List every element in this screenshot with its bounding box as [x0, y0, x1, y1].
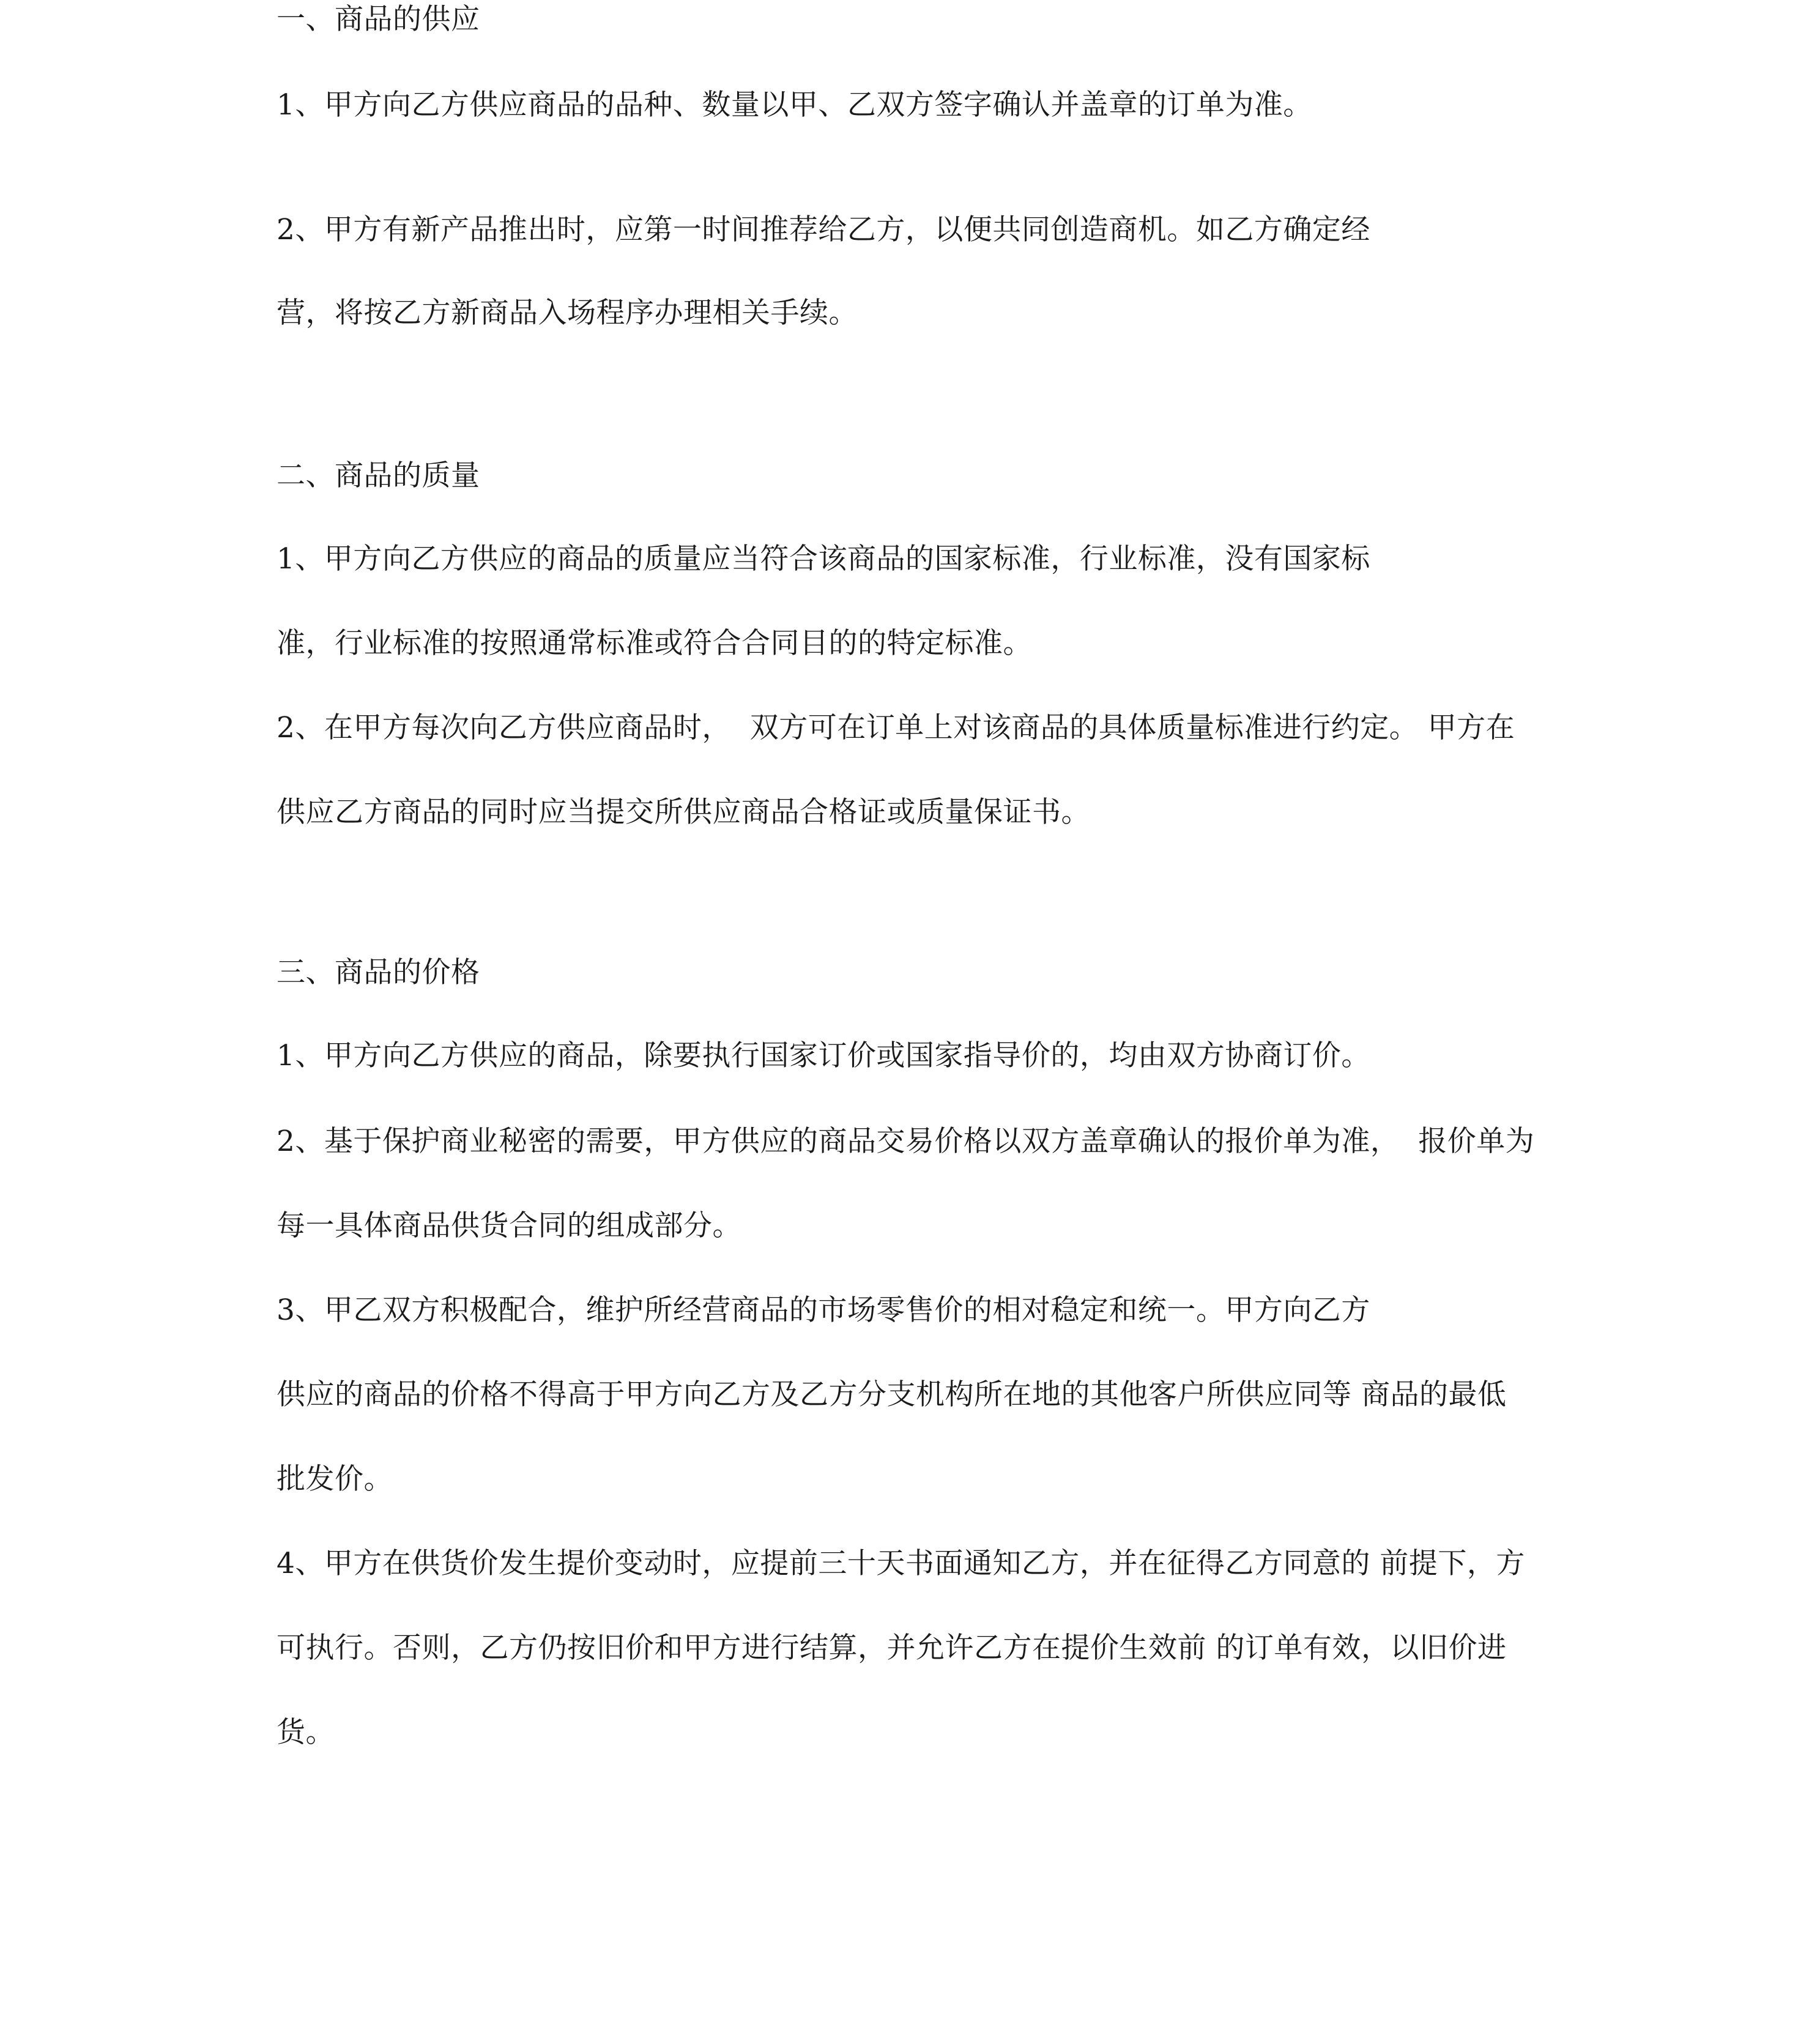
paragraph-line: 货。 [277, 1716, 335, 1749]
paragraph-line: 2、甲方有新产品推出时，应第一时间推荐给乙方，以便共同创造商机。如乙方确定经 [277, 213, 1370, 247]
paragraph-line: 准，行业标准的按照通常标准或符合合同目的的特定标准。 [277, 627, 1032, 660]
paragraph-line: 供应的商品的价格不得高于甲方向乙方及乙方分支机构所在地的其他客户所供应同等 商品的最低 [277, 1378, 1507, 1411]
paragraph-line: 4、甲方在供货价发生提价变动时，应提前三十天书面通知乙方，并在征得乙方同意的 前提下，方 [277, 1547, 1525, 1580]
paragraph-line: 批发价。 [277, 1462, 393, 1496]
paragraph-line: 供应乙方商品的同时应当提交所供应商品合格证或质量保证书。 [277, 795, 1090, 829]
paragraph-line: 1、甲方向乙方供应商品的品种、数量以甲、乙双方签字确认并盖章的订单为准。 [277, 88, 1312, 122]
paragraph-line: 每一具体商品供货合同的组成部分。 [277, 1209, 741, 1243]
section-heading-price: 三、商品的价格 [277, 956, 480, 989]
paragraph-line: 3、甲乙双方积极配合，维护所经营商品的市场零售价的相对稳定和统一。甲方向乙方 [277, 1293, 1370, 1327]
paragraph-line: 1、甲方向乙方供应的商品的质量应当符合该商品的国家标准，行业标准，没有国家标 [277, 542, 1370, 576]
paragraph-line: 2、基于保护商业秘密的需要，甲方供应的商品交易价格以双方盖章确认的报价单为准， 报价单为 [277, 1125, 1535, 1158]
section-heading-quality: 二、商品的质量 [277, 459, 480, 493]
paragraph-line: 2、在甲方每次向乙方供应商品时， 双方可在订单上对该商品的具体质量标准进行约定。 甲方在 [277, 711, 1515, 745]
section-heading-supply: 一、商品的供应 [277, 2, 480, 36]
paragraph-line: 可执行。否则，乙方仍按旧价和甲方进行结算，并允许乙方在提价生效前 的订单有效，以旧价进 [277, 1631, 1507, 1665]
paragraph-line: 营，将按乙方新商品入场程序办理相关手续。 [277, 296, 858, 330]
paragraph-line: 1、甲方向乙方供应的商品，除要执行国家订价或国家指导价的，均由双方协商订价。 [277, 1039, 1370, 1073]
